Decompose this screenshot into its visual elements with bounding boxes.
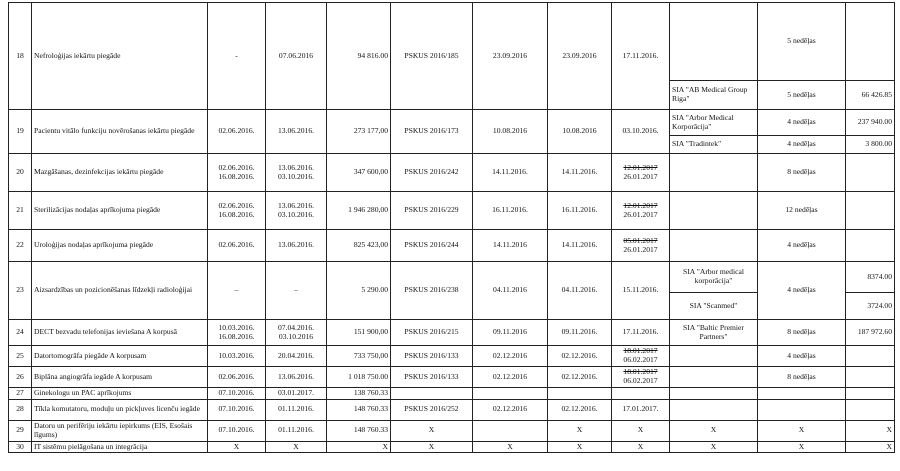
delivery-date: 03.10.2016. xyxy=(622,126,659,136)
decision-date: X xyxy=(473,441,548,453)
table-row xyxy=(9,110,895,136)
procurement-id: PSKUS 2016/242 xyxy=(391,154,473,192)
estimated-sum: 151 900,00 xyxy=(327,320,391,346)
deadline-date-line: 13.06.2016. xyxy=(277,371,315,381)
delivery-term: 4 nedēļas xyxy=(758,110,846,136)
supplier-name xyxy=(670,346,758,367)
deadline-date-line: 13.06.2016. xyxy=(277,240,315,250)
procurement-id: PSKUS 2016/252 xyxy=(391,399,473,420)
item-name: Biplāna angiogrāfa iegāde A korpusam xyxy=(32,367,208,388)
delivery-date-cell xyxy=(612,262,670,320)
contract-date xyxy=(548,388,612,400)
contract-date: 14.11.2016. xyxy=(548,230,612,262)
decision-date: 09.11.2016 xyxy=(473,320,548,346)
procurement-id: X xyxy=(391,420,473,441)
supplier-name xyxy=(670,3,758,81)
announcement-date-line: - xyxy=(235,50,238,60)
announcement-date-line: X xyxy=(233,441,240,451)
deadline-date xyxy=(266,346,327,367)
announcement-date-line: 16.08.2016. xyxy=(218,171,255,181)
delivery-date-cell xyxy=(612,230,670,262)
delivery-date-cell xyxy=(612,110,670,154)
decision-date: 10.08.2016 xyxy=(473,110,548,154)
announcement-date-line: 07.10.2016. xyxy=(218,388,255,397)
estimated-sum: 5 290.00 xyxy=(327,262,391,320)
contract-amount: X xyxy=(846,420,895,441)
row-number: 18 xyxy=(9,3,32,110)
contract-amount xyxy=(846,230,895,262)
decision-date xyxy=(473,388,548,400)
decision-date: 23.09.2016 xyxy=(473,3,548,110)
supplier-name: SIA "Arbor medical korporācija" xyxy=(670,262,758,293)
deadline-date xyxy=(266,320,327,346)
delivery-date-cell xyxy=(612,388,670,400)
table-row xyxy=(9,346,895,367)
contract-amount: 237 940.00 xyxy=(846,110,895,136)
contract-amount: 187 972.60 xyxy=(846,320,895,346)
deadline-date xyxy=(266,367,327,388)
delivery-date: 17.01.2017. xyxy=(622,404,659,414)
contract-date: 23.09.2016 xyxy=(548,3,612,110)
contract-date: 02.12.2016. xyxy=(548,346,612,367)
table-row xyxy=(9,230,895,262)
delivery-term: X xyxy=(758,441,846,453)
contract-amount: 66 426.85 xyxy=(846,81,895,110)
row-number: 27 xyxy=(9,388,32,400)
decision-date xyxy=(473,420,548,441)
deadline-date xyxy=(266,441,327,453)
contract-date: X xyxy=(548,441,612,453)
row-number: 20 xyxy=(9,154,32,192)
decision-date: 16.11.2016. xyxy=(473,192,548,230)
deadline-date-line: 01.11.2016. xyxy=(278,425,314,435)
deadline-date-line: 13.06.2016. xyxy=(277,162,315,172)
delivery-term: 4 nedēļas xyxy=(758,230,846,262)
delivery-date: 06.02.2017 xyxy=(623,376,658,385)
row-number: 30 xyxy=(9,441,32,453)
supplier-name xyxy=(670,367,758,388)
contract-amount xyxy=(846,154,895,192)
procurement-id: PSKUS 2016/238 xyxy=(391,262,473,320)
deadline-date xyxy=(266,420,327,441)
contract-amount xyxy=(846,192,895,230)
delivery-term: X xyxy=(758,420,846,441)
deadline-date-line: 01.11.2016. xyxy=(278,404,314,414)
delivery-date-cell xyxy=(612,420,670,441)
announcement-date xyxy=(208,441,266,453)
contract-amount: X xyxy=(846,441,895,453)
announcement-date-line: 10.03.2016. xyxy=(218,322,255,332)
announcement-date xyxy=(208,367,266,388)
procurement-id xyxy=(391,388,473,400)
announcement-date-line: 07.10.2016. xyxy=(218,404,255,414)
table-row xyxy=(9,3,895,81)
announcement-date-line: 02.06.2016. xyxy=(218,126,255,136)
contract-date: 09.11.2016. xyxy=(548,320,612,346)
table-row xyxy=(9,388,895,400)
contract-amount xyxy=(846,388,895,400)
procurement-id: X xyxy=(391,441,473,453)
announcement-date-line: 16.08.2016. xyxy=(218,331,255,341)
item-name: Uroloģijas nodaļas aprīkojuma piegāde xyxy=(32,230,208,262)
deadline-date-line: 07.04.2016. xyxy=(277,322,315,332)
delivery-date: X xyxy=(637,441,644,451)
contract-amount xyxy=(846,346,895,367)
decision-date: 02.12.2016 xyxy=(473,399,548,420)
delivery-term: 4 nedēļas xyxy=(758,262,846,320)
item-name: Ginekologu un PAC aprīkojums xyxy=(32,388,208,400)
decision-date: 14.11.2016 xyxy=(473,230,548,262)
delivery-date-cell xyxy=(612,441,670,453)
table-row xyxy=(9,154,895,192)
item-name: Sterilizācijas nodaļas aprīkojuma piegāde xyxy=(32,192,208,230)
delivery-term: 4 nedēļas xyxy=(758,346,846,367)
contract-date: 02.12.2016. xyxy=(548,399,612,420)
row-number: 29 xyxy=(9,420,32,441)
delivery-date: X xyxy=(637,425,644,435)
struck-date: 18.01.2017 xyxy=(623,367,658,377)
table-row xyxy=(9,320,895,346)
announcement-date xyxy=(208,388,266,400)
announcement-date-line: 02.06.2016. xyxy=(218,371,255,381)
item-name: Mazgāšanas, dezinfekcijas iekārtu piegāde xyxy=(32,154,208,192)
announcement-date xyxy=(208,3,266,110)
deadline-date xyxy=(266,3,327,110)
deadline-date xyxy=(266,262,327,320)
contract-date: X xyxy=(548,420,612,441)
delivery-date: 26.01.2017 xyxy=(623,171,658,181)
delivery-date: 17.11.2016. xyxy=(622,50,659,60)
delivery-date-cell xyxy=(612,320,670,346)
delivery-term: 4 nedēļas xyxy=(758,136,846,154)
table-row xyxy=(9,262,895,293)
estimated-sum: 825 423,00 xyxy=(327,230,391,262)
deadline-date-line: 03.10.2016 xyxy=(278,331,314,341)
row-number: 21 xyxy=(9,192,32,230)
struck-date: 12.01.2017 xyxy=(623,200,658,210)
supplier-name xyxy=(670,154,758,192)
contract-amount: 3724.00 xyxy=(846,293,895,320)
contract-date: 10.08.2016 xyxy=(548,110,612,154)
procurement-table xyxy=(8,2,895,453)
estimated-sum: 273 177,00 xyxy=(327,110,391,154)
row-number: 22 xyxy=(9,230,32,262)
delivery-date: 06.02.2017 xyxy=(623,355,658,364)
estimated-sum: 1 018 750.00 xyxy=(327,367,391,388)
estimated-sum: 148 760.33 xyxy=(327,399,391,420)
contract-amount xyxy=(846,3,895,81)
delivery-date-cell xyxy=(612,367,670,388)
item-name: DECT bezvadu telefonijas ieviešana A korpusā xyxy=(32,320,208,346)
decision-date: 02.12.2016 xyxy=(473,346,548,367)
supplier-name xyxy=(670,399,758,420)
deadline-date xyxy=(266,388,327,400)
announcement-date xyxy=(208,346,266,367)
struck-date: 05.01.2017 xyxy=(623,235,658,245)
announcement-date xyxy=(208,262,266,320)
item-name: Datortomogrāfa piegāde A korpusam xyxy=(32,346,208,367)
deadline-date-line: X xyxy=(293,441,299,451)
announcement-date xyxy=(208,154,266,192)
deadline-date-line: 03.01.2017. xyxy=(277,388,315,397)
deadline-date-line: – xyxy=(294,285,298,295)
contract-date: 02.12.2016. xyxy=(548,367,612,388)
delivery-date-cell xyxy=(612,3,670,110)
item-name: Datoru un perifēriju iekārtu iepirkums (EIS, Esošais līgums) xyxy=(32,420,208,441)
procurement-id: PSKUS 2016/173 xyxy=(391,110,473,154)
deadline-date-line: 20.04.2016. xyxy=(277,350,315,360)
announcement-date xyxy=(208,420,266,441)
deadline-date-line: 13.06.2016. xyxy=(277,126,315,136)
announcement-date-line: – xyxy=(234,285,239,295)
row-number: 26 xyxy=(9,367,32,388)
contract-amount: 8374.00 xyxy=(846,262,895,293)
deadline-date-line: 07.06.2016 xyxy=(278,50,314,60)
decision-date: 04.11.2016 xyxy=(473,262,548,320)
item-name: Aizsardzības un pozicionēšanas līdzekļi radioloģijai xyxy=(32,262,208,320)
supplier-name: SIA "Baltic Premier Partners" xyxy=(670,320,758,346)
deadline-date-line: 03.10.2016. xyxy=(277,171,315,181)
delivery-date-cell xyxy=(612,192,670,230)
estimated-sum: 138 760.33 xyxy=(327,388,391,400)
announcement-date xyxy=(208,399,266,420)
procurement-id: PSKUS 2016/133 xyxy=(391,346,473,367)
delivery-date: 15.11.2016. xyxy=(622,285,659,295)
contract-date: 14.11.2016. xyxy=(548,154,612,192)
delivery-date: 26.01.2017 xyxy=(623,209,658,219)
supplier-name: X xyxy=(670,420,758,441)
contract-amount xyxy=(846,367,895,388)
delivery-date-cell xyxy=(612,346,670,367)
item-name: Nefroloģijas iekārtu piegāde xyxy=(32,3,208,110)
table-row xyxy=(9,192,895,230)
struck-date: 18.01.2017 xyxy=(623,346,658,356)
announcement-date-line: 16.08.2016. xyxy=(218,209,255,219)
table-row xyxy=(9,367,895,388)
supplier-name xyxy=(670,388,758,400)
deadline-date xyxy=(266,110,327,154)
announcement-date xyxy=(208,320,266,346)
row-number: 19 xyxy=(9,110,32,154)
contract-amount xyxy=(846,399,895,420)
estimated-sum: 148 760.33 xyxy=(327,420,391,441)
supplier-name xyxy=(670,192,758,230)
procurement-id: PSKUS 2016/229 xyxy=(391,192,473,230)
delivery-date-cell xyxy=(612,154,670,192)
announcement-date xyxy=(208,230,266,262)
table-row xyxy=(9,420,895,441)
estimated-sum: 94 816.00 xyxy=(327,3,391,110)
supplier-name xyxy=(670,230,758,262)
procurement-id: PSKUS 2016/244 xyxy=(391,230,473,262)
delivery-term: 8 nedēļas xyxy=(758,320,846,346)
item-name: Pacientu vitālo funkciju novērošanas iekārtu piegāde xyxy=(32,110,208,154)
table-row xyxy=(9,441,895,453)
estimated-sum: 347 600,00 xyxy=(327,154,391,192)
announcement-date-line: 02.06.2016. xyxy=(218,240,255,250)
procurement-id: PSKUS 2016/185 xyxy=(391,3,473,110)
row-number: 28 xyxy=(9,399,32,420)
delivery-date: 17.11.2016. xyxy=(622,327,659,337)
row-number: 25 xyxy=(9,346,32,367)
supplier-name: SIA "AB Medical Group Riga" xyxy=(670,81,758,110)
item-name: IT sistēmu pielāgošana un integrācija xyxy=(32,441,208,453)
announcement-date xyxy=(208,192,266,230)
delivery-term xyxy=(758,388,846,400)
estimated-sum: 733 750,00 xyxy=(327,346,391,367)
contract-amount: 3 800.00 xyxy=(846,136,895,154)
supplier-name: SIA "Scanmed" xyxy=(670,293,758,320)
procurement-id: PSKUS 2016/215 xyxy=(391,320,473,346)
deadline-date xyxy=(266,192,327,230)
row-number: 24 xyxy=(9,320,32,346)
delivery-term: 5 nedēļas xyxy=(758,81,846,110)
delivery-term: 8 nedēļas xyxy=(758,154,846,192)
delivery-term: 12 nedēļas xyxy=(758,192,846,230)
decision-date: 14.11.2016. xyxy=(473,154,548,192)
delivery-term: 5 nedēļas xyxy=(758,3,846,81)
delivery-term xyxy=(758,399,846,420)
row-number: 23 xyxy=(9,262,32,320)
table-row xyxy=(9,399,895,420)
announcement-date-line: 02.06.2016. xyxy=(218,200,255,210)
delivery-term: 8 nedēļas xyxy=(758,367,846,388)
delivery-date-cell xyxy=(612,399,670,420)
deadline-date xyxy=(266,230,327,262)
deadline-date-line: 13.06.2016. xyxy=(277,200,315,210)
supplier-name: SIA "Arbor Medical Korporācija" xyxy=(670,110,758,136)
deadline-date-line: 03.10.2016. xyxy=(277,209,315,219)
estimated-sum: X xyxy=(327,441,391,453)
delivery-date: 26.01.2017 xyxy=(623,244,658,254)
announcement-date-line: 07.10.2016. xyxy=(218,425,255,435)
supplier-name: X xyxy=(670,441,758,453)
struck-date: 12.01.2017 xyxy=(623,162,658,172)
announcement-date xyxy=(208,110,266,154)
announcement-date-line: 02.06.2016. xyxy=(218,162,255,172)
contract-date: 16.11.2016. xyxy=(548,192,612,230)
deadline-date xyxy=(266,154,327,192)
item-name: Tīkla komutatoru, moduļu un pickļuves licenču iegāde xyxy=(32,399,208,420)
decision-date: 02.12.2016 xyxy=(473,367,548,388)
supplier-name: SIA "Tradintek" xyxy=(670,136,758,154)
announcement-date-line: 10.03.2016. xyxy=(218,350,255,360)
estimated-sum: 1 946 280,00 xyxy=(327,192,391,230)
deadline-date xyxy=(266,399,327,420)
contract-date: 04.11.2016. xyxy=(548,262,612,320)
procurement-id: PSKUS 2016/133 xyxy=(391,367,473,388)
